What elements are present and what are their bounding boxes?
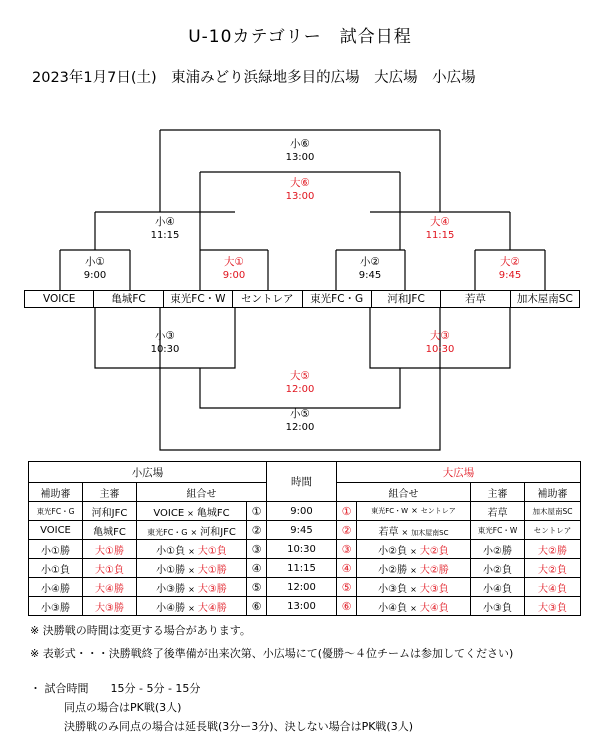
assist-referee: 大④負	[525, 578, 581, 597]
matchup: 小①勝 × 大①勝	[137, 559, 247, 578]
table-row	[29, 502, 581, 521]
team-cell: 東光FC・G	[303, 291, 372, 307]
team-cell: 亀城FC	[94, 291, 163, 307]
matchup: 東光FC・G × 河和JFC	[137, 521, 247, 540]
col-main-referee: 主審	[83, 483, 137, 502]
main-referee: 亀城FC	[83, 521, 137, 540]
match-large5: 大⑤ 12:00	[285, 370, 315, 395]
col-assist-referee: 補助審	[525, 483, 581, 502]
match-large4: 大④ 11:15	[425, 216, 455, 241]
team-cell: セントレア	[233, 291, 302, 307]
note-final-time: ※ 決勝戦の時間は変更する場合があります。	[30, 624, 251, 637]
time-header: 時間	[267, 462, 337, 502]
match-number: ①	[337, 502, 357, 521]
event-date-venue: 2023年1月7日(土) 東浦みどり浜緑地多目的広場 大広場 小広場	[32, 70, 476, 86]
col-assist-referee: 補助審	[29, 483, 83, 502]
match-number: ③	[337, 540, 357, 559]
match-small6: 小⑥ 13:00	[285, 138, 315, 163]
match-time: 12:00	[267, 578, 337, 597]
team-cell: 若草	[441, 291, 510, 307]
matchup: 小③負 × 大③負	[357, 578, 471, 597]
match-number: ①	[247, 502, 267, 521]
team-cell: 加木屋南SC	[516, 293, 573, 305]
table-row	[29, 578, 581, 597]
match-number: ⑥	[247, 597, 267, 616]
main-referee: 小②負	[471, 559, 525, 578]
assist-referee: 大③負	[525, 597, 581, 616]
note-tie-rule: 同点の場合はPK戦(3人)	[64, 701, 182, 714]
match-time: 13:00	[267, 597, 337, 616]
schedule-table	[28, 461, 581, 616]
match-time: 10:30	[267, 540, 337, 559]
team-cell: 河和JFC	[372, 291, 441, 307]
match-small5: 小⑤ 12:00	[285, 408, 315, 433]
table-row	[29, 597, 581, 616]
team-list	[24, 290, 580, 308]
note-match-duration: ・ 試合時間 15分 - 5分 - 15分	[30, 682, 201, 695]
match-time: 9:45	[267, 521, 337, 540]
table-row	[29, 540, 581, 559]
match-large1: 大① 9:00	[222, 256, 246, 281]
main-referee: 大①負	[83, 559, 137, 578]
main-referee: 若草	[471, 502, 525, 521]
main-referee: 東光FC・W	[471, 521, 525, 540]
match-number: ⑥	[337, 597, 357, 616]
main-referee: 大④勝	[83, 578, 137, 597]
match-small4: 小④ 11:15	[150, 216, 180, 241]
matchup: 小①負 × 大①負	[137, 540, 247, 559]
match-time: 9:00	[267, 502, 337, 521]
assist-referee: 大②負	[525, 559, 581, 578]
main-referee: 小②勝	[471, 540, 525, 559]
matchup: 小③勝 × 大③勝	[137, 578, 247, 597]
col-main-referee: 主審	[471, 483, 525, 502]
match-large3: 大③ 10:30	[425, 330, 455, 355]
matchup: 若草 × 加木屋南SC	[357, 521, 471, 540]
match-large6: 大⑥ 13:00	[285, 177, 315, 202]
match-number: ⑤	[337, 578, 357, 597]
match-number: ②	[337, 521, 357, 540]
assist-referee: 小④勝	[29, 578, 83, 597]
table-row	[29, 559, 581, 578]
matchup: 東光FC・W × セントレア	[357, 502, 471, 521]
assist-referee: セントレア	[525, 521, 581, 540]
assist-referee: VOICE	[29, 521, 83, 540]
main-referee: 小④負	[471, 578, 525, 597]
main-referee: 小③負	[471, 597, 525, 616]
match-number: ②	[247, 521, 267, 540]
assist-referee: 小③勝	[29, 597, 83, 616]
assist-referee: 大②勝	[525, 540, 581, 559]
matchup: 小④勝 × 大④勝	[137, 597, 247, 616]
team-cell: VOICE	[25, 291, 94, 307]
match-small2: 小② 9:45	[358, 256, 382, 281]
matchup: 小④負 × 大④負	[357, 597, 471, 616]
match-number: ④	[337, 559, 357, 578]
matchup: 小②負 × 大②負	[357, 540, 471, 559]
assist-referee: 東光FC・G	[29, 502, 83, 521]
assist-referee: 小①負	[29, 559, 83, 578]
main-referee: 河和JFC	[83, 502, 137, 521]
main-referee: 大①勝	[83, 540, 137, 559]
assist-referee: 加木屋南SC	[525, 502, 581, 521]
match-small1: 小① 9:00	[83, 256, 107, 281]
note-awards: ※ 表彰式・・・決勝戦終了後準備が出来次第、小広場にて(優勝～４位チームは参加してください)	[30, 647, 514, 660]
assist-referee: 小①勝	[29, 540, 83, 559]
small-field-header: 小広場	[29, 462, 267, 483]
match-number: ③	[247, 540, 267, 559]
matchup: 小②勝 × 大②勝	[357, 559, 471, 578]
col-match: 組合せ	[137, 483, 267, 502]
matchup: VOICE × 亀城FC	[137, 502, 247, 521]
note-final-tie-rule: 決勝戦のみ同点の場合は延長戦(3分ー3分)、決しない場合はPK戦(3人)	[64, 720, 414, 733]
match-number: ④	[247, 559, 267, 578]
match-time: 11:15	[267, 559, 337, 578]
match-number: ⑤	[247, 578, 267, 597]
large-field-header: 大広場	[337, 462, 581, 483]
main-referee: 大③勝	[83, 597, 137, 616]
table-row	[29, 521, 581, 540]
team-cell: 東光FC・W	[164, 291, 233, 307]
col-match: 組合せ	[337, 483, 471, 502]
match-small3: 小③ 10:30	[150, 330, 180, 355]
match-large2: 大② 9:45	[498, 256, 522, 281]
page-title: U-10カテゴリー 試合日程	[188, 27, 412, 47]
